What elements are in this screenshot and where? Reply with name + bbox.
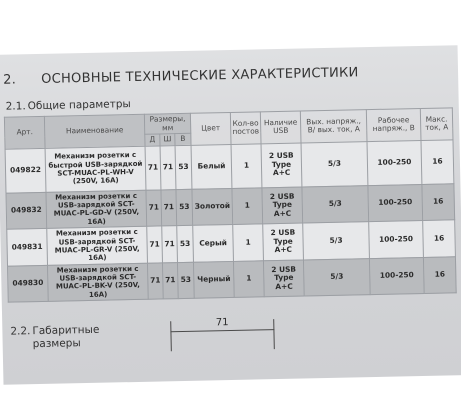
cell-art: 049830 [8,265,49,302]
table-header-row [4,108,452,137]
header-posts: Кол-во постов [230,112,261,144]
cell-usb: 2 USB Type A+C [263,260,304,297]
cell-out-voltage: 5/3 [302,185,369,223]
header-d: Д [145,134,160,146]
header-art: Арт. [4,116,45,148]
cell-color: Серый [193,225,234,262]
header-work-voltage: Рабочее напряж., В [366,109,421,142]
subsection2-title: Габаритные размеры [32,323,100,351]
cell-name: Механизм розетки с быстрой USB-зарядкой SCT-MUAC-PL-WH-V (250V, 16A) [45,146,146,192]
cell-h: 53 [177,225,194,262]
cell-max-current: 16 [421,139,454,184]
cell-h: 53 [176,189,193,226]
cell-work-voltage: 100-250 [369,221,424,259]
cell-usb: 2 USB Type A+C [261,143,302,188]
header-out-voltage: Вых. напряж., В/ вых. ток, А [300,110,367,143]
cell-out-voltage: 5/3 [303,258,370,296]
cell-d: 71 [147,263,163,300]
document-page [0,45,461,385]
cell-name: Механизм розетки с USB-зарядкой SCT-MUAC-PL-GR-V (250V, 16A) [47,226,148,265]
cell-posts: 1 [232,187,263,224]
cell-usb: 2 USB Type A+C [263,223,304,260]
dimension-bar [170,329,274,332]
header-usb: Наличие USB [260,111,301,143]
subsection2-heading [10,324,103,352]
subsection-heading [6,98,131,113]
cell-d: 71 [145,146,161,190]
cell-w: 71 [162,262,178,299]
section-title: ОСНОВНЫЕ ТЕХНИЧЕСКИЕ ХАРАКТЕРИСТИКИ [40,65,359,87]
cell-art: 049832 [6,192,47,229]
cell-max-current: 16 [422,183,455,220]
specs-table [4,107,457,303]
dimension-label: 71 [215,317,229,329]
subsection-number: 2.1. [5,100,26,113]
cell-w: 71 [160,145,176,189]
header-dims: Размеры, мм [144,113,190,134]
cell-max-current: 16 [423,220,456,257]
cell-posts: 1 [233,224,264,261]
cell-work-voltage: 100-250 [369,257,424,295]
cell-d: 71 [146,189,162,226]
cell-work-voltage: 100-250 [368,184,423,222]
cell-h: 53 [177,262,194,299]
cell-color: Белый [191,144,232,189]
subsection2-number: 2.2. [10,325,31,338]
cell-art: 049831 [7,228,48,265]
cell-name: Механизм розетки с USB-зарядкой SCT-MUAC-PL-BK-V (250V, 16A) [48,263,149,302]
cell-d: 71 [147,226,163,263]
cell-color: Золотой [192,188,233,225]
header-w: Ш [160,134,175,146]
header-max-current: Макс. ток, А [420,108,453,140]
cell-usb: 2 USB Type A+C [262,187,303,224]
section-number: 2. [2,72,17,88]
section-heading [3,65,359,87]
header-name: Наименование [44,114,145,148]
cell-color: Черный [193,261,234,298]
header-color: Цвет [190,112,231,144]
cell-posts: 1 [233,260,264,297]
cell-out-voltage: 5/3 [301,141,368,186]
cell-max-current: 16 [423,256,456,293]
cell-h: 53 [175,145,192,189]
dimension-line [170,311,275,353]
cell-art: 049822 [5,148,46,193]
cell-out-voltage: 5/3 [303,222,370,260]
cell-posts: 1 [231,143,262,188]
header-h: В [175,133,191,145]
cell-w: 71 [161,189,177,226]
subsection-title: Общие параметры [27,98,131,113]
cell-w: 71 [162,226,178,263]
cell-name: Механизм розетки с USB-зарядкой SCT-MUAC-PL-GD-V (250V, 16A) [46,190,147,229]
cell-work-voltage: 100-250 [367,140,422,185]
